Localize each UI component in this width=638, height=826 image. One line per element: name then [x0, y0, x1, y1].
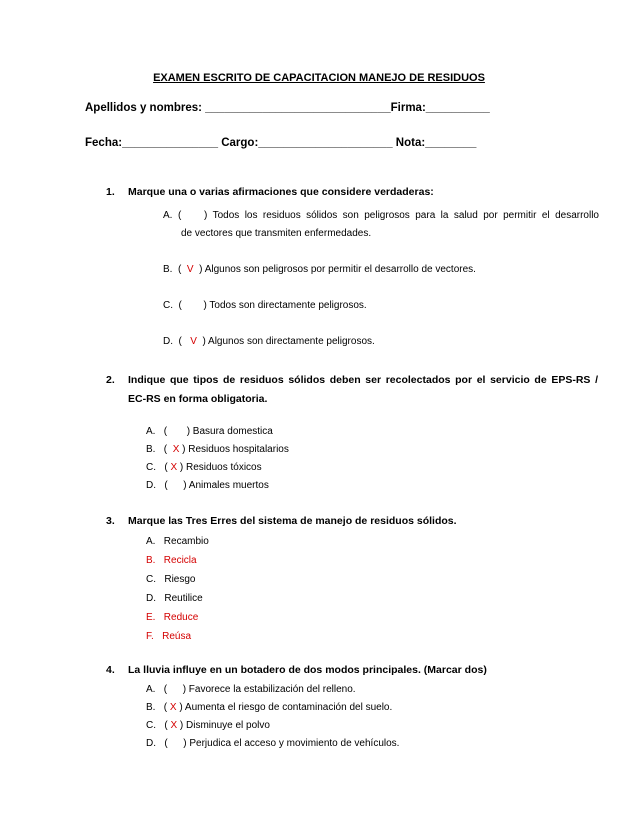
option-letter: C. — [163, 300, 173, 311]
q2-option-b: B. ( X ) Residuos hospitalarios — [146, 444, 289, 455]
q2-option-d: D. ( ) Animales muertos — [146, 480, 269, 491]
exam-title: EXAMEN ESCRITO DE CAPACITACION MANEJO DE RESIDUOS — [153, 72, 485, 84]
option-letter: A. — [146, 426, 156, 437]
q1-option-b: B. ( V ) Algunos son peligrosos por permitir el desarrollo de vectores. — [163, 264, 476, 275]
question-2-text: Indique que tipos de residuos sólidos deben ser recolectados por el servicio de EPS-RS / — [128, 374, 598, 386]
q1-option-c: C. ( ) Todos son directamente peligrosos. — [163, 300, 367, 311]
cargo-blank: _____________________ — [258, 137, 393, 149]
q4-option-d: D. ( ) Perjudica el acceso y movimiento de vehículos. — [146, 738, 400, 749]
q2-option-a: A. ( ) Basura domestica — [146, 426, 273, 437]
q1-option-d: D. ( V ) Algunos son directamente peligrosos. — [163, 336, 375, 347]
q1-option-a-text-cont: de vectores que transmiten enfermedades. — [181, 228, 372, 239]
option-text: Riesgo — [164, 574, 196, 585]
q1-option-a: A. ( — [163, 210, 185, 221]
q2-option-c: C. ( X ) Residuos tóxicos — [146, 462, 262, 473]
option-text: ) Aumenta el riesgo de contaminación del suelo. — [179, 702, 393, 713]
fecha-label: Fecha: — [85, 137, 123, 149]
option-text: ) Disminuye el polvo — [179, 720, 270, 731]
option-text: Reúsa — [162, 631, 192, 642]
option-letter: B. — [146, 555, 156, 566]
option-letter: C. — [146, 574, 156, 585]
option-letter: D. — [146, 738, 156, 749]
option-text: Recicla — [163, 555, 197, 566]
fecha-blank: _______________ — [122, 137, 219, 149]
q3-option-f — [146, 631, 191, 642]
fecha-row — [85, 137, 476, 149]
question-4-number: 4. — [106, 664, 115, 676]
option-letter: C. — [146, 462, 156, 473]
question-3-number: 3. — [106, 515, 115, 527]
question-2-text-cont: EC-RS en forma obligatoria. — [128, 393, 268, 405]
option-mark: V — [190, 336, 197, 347]
option-text: ) Perjudica el acceso y movimiento de vehículos. — [183, 738, 400, 749]
firma-label: Firma: — [390, 102, 426, 114]
option-letter: D. — [146, 593, 156, 604]
option-text: ) Animales muertos — [183, 480, 269, 491]
apellidos-blank: _____________________________ — [205, 102, 391, 114]
apellidos-row — [85, 102, 490, 114]
option-letter: B. — [146, 702, 156, 713]
option-text: ) Algunos son directamente peligrosos. — [202, 336, 375, 347]
option-letter: A. — [163, 210, 173, 221]
option-text: ) Favorece la estabilización del relleno. — [182, 684, 356, 695]
option-letter: B. — [163, 264, 173, 275]
option-text: Reduce — [163, 612, 199, 623]
q4-option-c: C. ( X ) Disminuye el polvo — [146, 720, 270, 731]
question-1-number: 1. — [106, 186, 115, 198]
option-mark: X — [172, 444, 180, 455]
option-letter: F. — [146, 631, 154, 642]
option-text: Recambio — [163, 536, 209, 547]
option-text: ) Algunos son peligrosos por permitir el desarrollo de vectores. — [199, 264, 476, 275]
option-letter: A. — [146, 684, 156, 695]
option-text: ) Todos son directamente peligrosos. — [203, 300, 367, 311]
q3-option-a — [146, 536, 209, 547]
option-letter: C. — [146, 720, 156, 731]
option-letter: D. — [163, 336, 173, 347]
option-mark: X — [170, 462, 178, 473]
option-text: ) Residuos tóxicos — [179, 462, 262, 473]
option-letter: A. — [146, 536, 156, 547]
q3-option-c — [146, 574, 195, 585]
q4-option-b: B. ( X ) Aumenta el riesgo de contaminación del suelo. — [146, 702, 393, 713]
option-letter: D. — [146, 480, 156, 491]
q4-option-a: A. ( ) Favorece la estabilización del relleno. — [146, 684, 356, 695]
option-mark: X — [169, 702, 177, 713]
option-mark: V — [186, 264, 194, 275]
option-letter: E. — [146, 612, 156, 623]
option-text: Reutilice — [164, 593, 203, 604]
option-mark: X — [170, 720, 178, 731]
option-text: ) Basura domestica — [186, 426, 273, 437]
q1-option-a-text: ) Todos los residuos sólidos son peligrosos para la salud por permitir el desarrollo — [204, 210, 599, 221]
nota-label: Nota: — [395, 137, 426, 149]
q3-option-b — [146, 555, 197, 566]
option-letter: B. — [146, 444, 156, 455]
firma-blank: __________ — [425, 102, 490, 114]
question-2-number: 2. — [106, 374, 115, 386]
option-text: ) Residuos hospitalarios — [182, 444, 289, 455]
nota-blank: ________ — [425, 137, 477, 149]
question-1-text: Marque una o varias afirmaciones que considere verdaderas: — [128, 186, 434, 198]
question-3-text: Marque las Tres Erres del sistema de manejo de residuos sólidos. — [128, 515, 457, 527]
cargo-label: Cargo: — [221, 137, 259, 149]
q3-option-d — [146, 593, 203, 604]
question-4-text: La lluvia influye en un botadero de dos modos principales. (Marcar dos) — [128, 664, 487, 676]
q3-option-e — [146, 612, 198, 623]
apellidos-label: Apellidos y nombres: — [85, 102, 202, 114]
